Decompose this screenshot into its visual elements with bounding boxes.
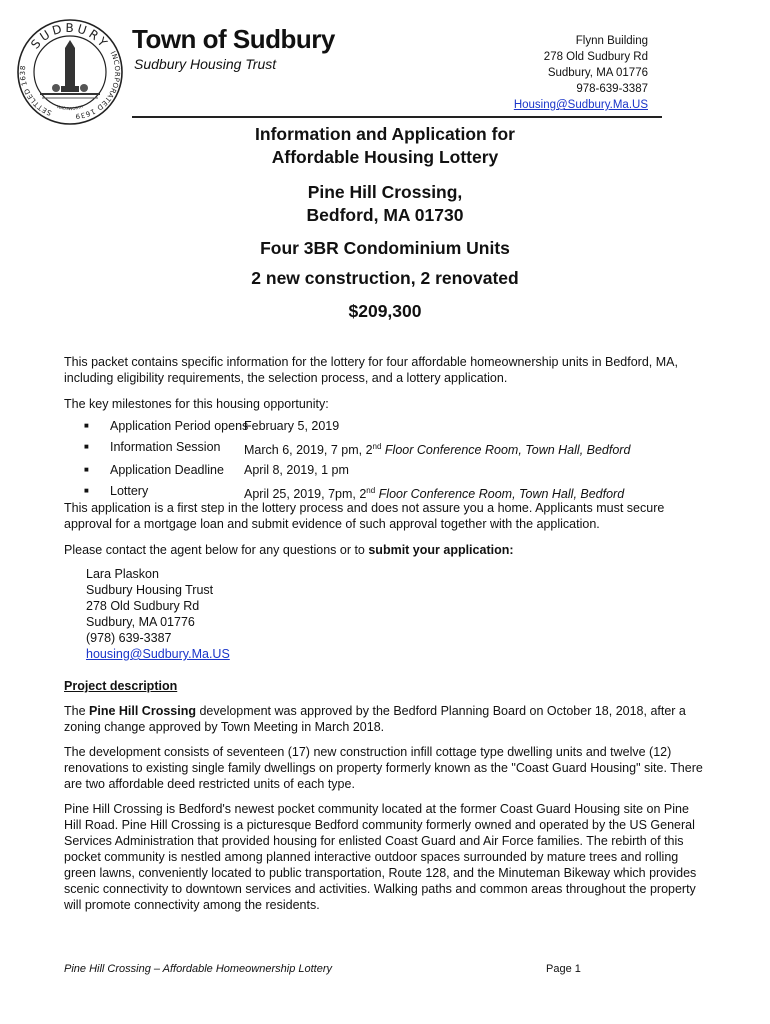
contact-org: Sudbury Housing Trust (86, 583, 214, 597)
svg-text:INCORPORATED 1639: INCORPORATED 1639 (74, 50, 122, 121)
bullet-icon: ■ (84, 441, 89, 451)
units-heading: Four 3BR Condominium Units (260, 238, 510, 258)
address-line: 278 Old Sudbury Rd (543, 51, 648, 63)
price-heading: $209,300 (348, 301, 422, 321)
address-line: 978-639-3387 (576, 83, 648, 95)
svg-text:WADSWORTH: WADSWORTH (56, 103, 84, 112)
contact-email-link[interactable]: housing@Sudbury.Ma.US (86, 647, 230, 661)
milestone-label: Information Session (110, 439, 221, 454)
header-address (514, 33, 648, 113)
project-paragraph: The development consists of seventeen (17) new construction infill cottage type dwelling units and twelve (12) renovations to existing single family dwellings on property formerly known as the "Coast Guard Housing" site. There are two affordable deed restricted units of each type. (64, 745, 703, 791)
document-title (0, 123, 770, 169)
project-description-heading: Project description (64, 679, 178, 693)
property-city: Bedford, MA 01730 (306, 205, 464, 225)
milestone-label: Application Deadline (110, 463, 224, 478)
address-line: Sudbury, MA 01776 (547, 67, 648, 79)
title-line: Information and Application for (255, 124, 515, 144)
contact-phone: (978) 639-3387 (86, 631, 172, 645)
contact-block (86, 566, 230, 662)
construction-heading: 2 new construction, 2 renovated (251, 268, 519, 288)
list-item (84, 416, 630, 437)
contact-intro: Please contact the agent below for any questions or to submit your application: (64, 543, 514, 557)
list-item (84, 437, 630, 461)
svg-text:SUDBURY: SUDBURY (28, 20, 112, 52)
project-paragraph: The Pine Hill Crossing development was approved by the Bedford Planning Board on October 18, 2018, after a zoning change approved by Town Meeting in March 2018. (64, 704, 686, 734)
header-email-link[interactable]: Housing@Sudbury.Ma.US (513, 99, 648, 111)
milestone-value: April 25, 2019, 7pm, 2nd Floor Conference Room, Town Hall, Bedford (244, 485, 625, 501)
milestone-value: April 8, 2019, 1 pm (244, 463, 349, 478)
bullet-icon: ■ (84, 465, 89, 475)
footer-title: Pine Hill Crossing – Affordable Homeownership Lottery (64, 963, 332, 975)
milestones-list (84, 416, 630, 504)
town-seal-logo (16, 18, 124, 126)
property-name: Pine Hill Crossing, (307, 182, 463, 202)
project-paragraph: Pine Hill Crossing is Bedford's newest pocket community located at the former Coast Guard Housing site on Pine Hill Road. Pine Hill Crossing is a picturesque Bedford community formerly owned and operated by the US General Services Administration that provided housing for enlisted Coast Guard and Air Force families. The rebirth of this pocket community is nestled among planned interactive outdoor spaces surrounded by mature trees and rolling green lawns, conveniently located to public transportation, Route 128, and the Minuteman Bikeway which provides scenic connectivity to downtown services and activities. Walking paths and common areas throughout the property will promote connectivity among the residents. (64, 802, 697, 912)
milestone-value: March 6, 2019, 7 pm, 2nd Floor Conference Room, Town Hall, Bedford (244, 441, 631, 457)
milestone-value: February 5, 2019 (244, 419, 340, 433)
list-item (84, 460, 630, 481)
milestones-intro: The key milestones for this housing opportunity: (64, 397, 329, 411)
page-number: Page 1 (546, 963, 581, 975)
contact-street: 278 Old Sudbury Rd (86, 599, 200, 613)
svg-text:SETTLED 1638: SETTLED 1638 (18, 64, 53, 117)
address-line: Flynn Building (575, 35, 648, 47)
property-location (0, 181, 770, 227)
first-step-paragraph: This application is a first step in the lottery process and does not assure you a home. Applicants must secure approval for a mortgage loan and submit evidence of such approval together with the application. (64, 501, 665, 531)
bullet-icon: ■ (84, 485, 89, 495)
intro-paragraph: This packet contains specific information for the lottery for four affordable homeownership units in Bedford, MA, including eligibility requirements, the selection process, and a lottery application. (64, 355, 678, 385)
header-divider (132, 116, 662, 118)
title-line: Affordable Housing Lottery (271, 147, 499, 167)
contact-name: Lara Plaskon (86, 567, 159, 581)
town-title: Town of Sudbury (132, 24, 335, 54)
housing-trust-subtitle: Sudbury Housing Trust (134, 56, 277, 72)
bullet-icon: ■ (84, 421, 89, 430)
milestone-label: Lottery (110, 483, 149, 498)
contact-city: Sudbury, MA 01776 (86, 615, 195, 629)
milestone-label: Application Period opens (110, 419, 249, 433)
